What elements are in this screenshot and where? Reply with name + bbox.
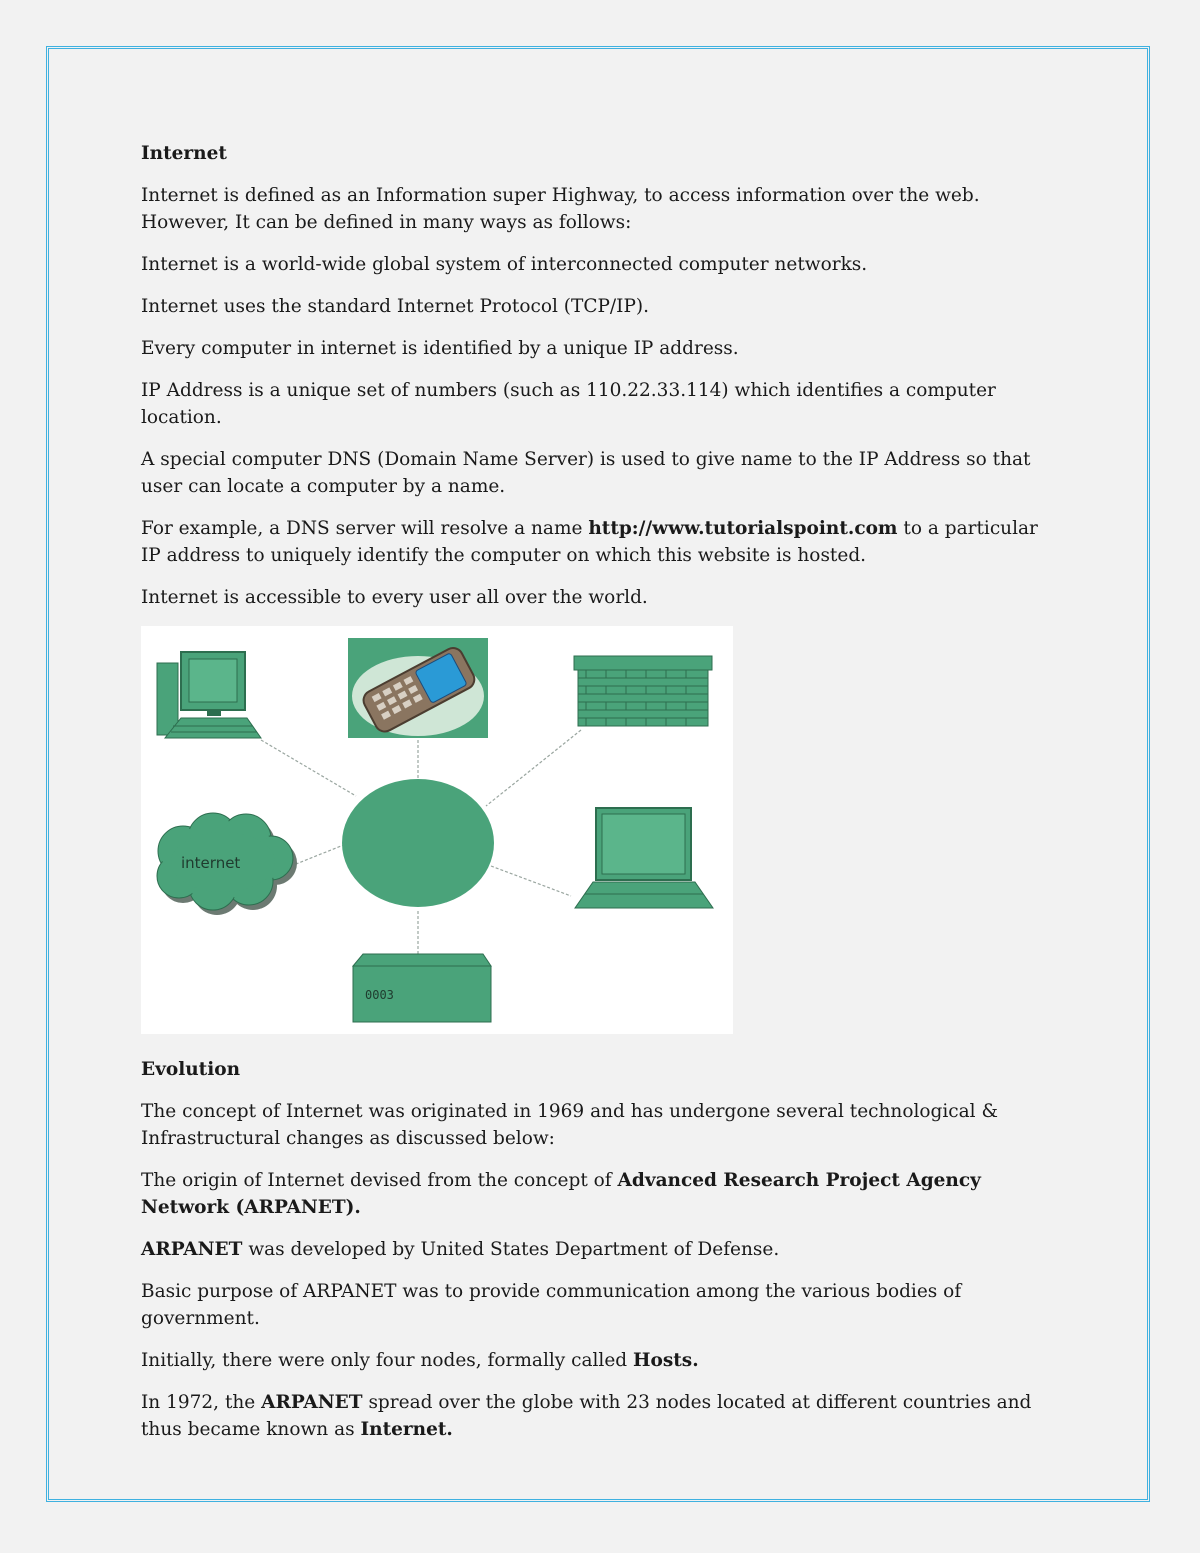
text: was developed by United States Department of Defense. — [242, 1239, 780, 1260]
router-icon — [353, 954, 491, 1022]
bold-text: ARPANET — [261, 1392, 363, 1413]
mobile-phone-icon — [348, 638, 488, 738]
bold-text: Internet. — [360, 1419, 453, 1440]
paragraph: The concept of Internet was originated in 1969 and has undergone several technological & Infrastructural changes as discussed below: — [141, 1101, 998, 1149]
paragraph — [141, 1167, 1061, 1221]
paragraph: Internet is defined as an Information super Highway, to access information over the web. However, It can be defined in many ways as follows: — [141, 185, 980, 233]
bold-text: Advanced Research Project Agency Network (ARPANET). — [141, 1170, 981, 1218]
text: For example, a DNS server will resolve a name — [141, 518, 589, 539]
paragraph — [141, 515, 1061, 569]
desktop-computer-icon — [157, 652, 261, 738]
firewall-icon — [574, 656, 712, 726]
internet-cloud-icon — [157, 813, 297, 915]
paragraph: Internet uses the standard Internet Protocol (TCP/IP). — [141, 296, 650, 317]
hub-node-icon — [342, 779, 494, 907]
cloud-label: internet — [181, 854, 241, 872]
dns-example-url: http://www.tutorialspoint.com — [588, 518, 898, 539]
laptop-icon — [575, 808, 713, 908]
text: to a particular IP address to uniquely identify the computer on which this website is hosted. — [141, 518, 1038, 566]
evolution-heading: Evolution — [141, 1059, 241, 1080]
paragraph — [141, 1236, 1061, 1263]
text: spread over the globe with 23 nodes located at different countries and thus became known as — [141, 1392, 1032, 1440]
network-diagram — [141, 626, 733, 1034]
paragraph: Every computer in internet is identified by a unique IP address. — [141, 338, 739, 359]
paragraph: A special computer DNS (Domain Name Server) is used to give name to the IP Address so that user can locate a computer by a name. — [141, 449, 1031, 497]
document-body — [141, 140, 1061, 1458]
text: Initially, there were only four nodes, formally called — [141, 1350, 634, 1371]
text: The origin of Internet devised from the concept of — [141, 1170, 618, 1191]
router-label: 0003 — [365, 988, 394, 1002]
bold-text: Hosts. — [633, 1350, 699, 1371]
paragraph: Internet is accessible to every user all over the world. — [141, 587, 648, 608]
paragraph: IP Address is a unique set of numbers (such as 110.22.33.114) which identifies a computer location. — [141, 380, 996, 428]
paragraph — [141, 1389, 1061, 1443]
paragraph: Internet is a world-wide global system of interconnected computer networks. — [141, 254, 868, 275]
paragraph — [141, 1347, 1061, 1374]
network-diagram-svg — [141, 626, 733, 1034]
internet-heading: Internet — [141, 143, 227, 164]
paragraph: Basic purpose of ARPANET was to provide communication among the various bodies of government. — [141, 1281, 962, 1329]
text: In 1972, the — [141, 1392, 262, 1413]
bold-text: ARPANET — [141, 1239, 243, 1260]
